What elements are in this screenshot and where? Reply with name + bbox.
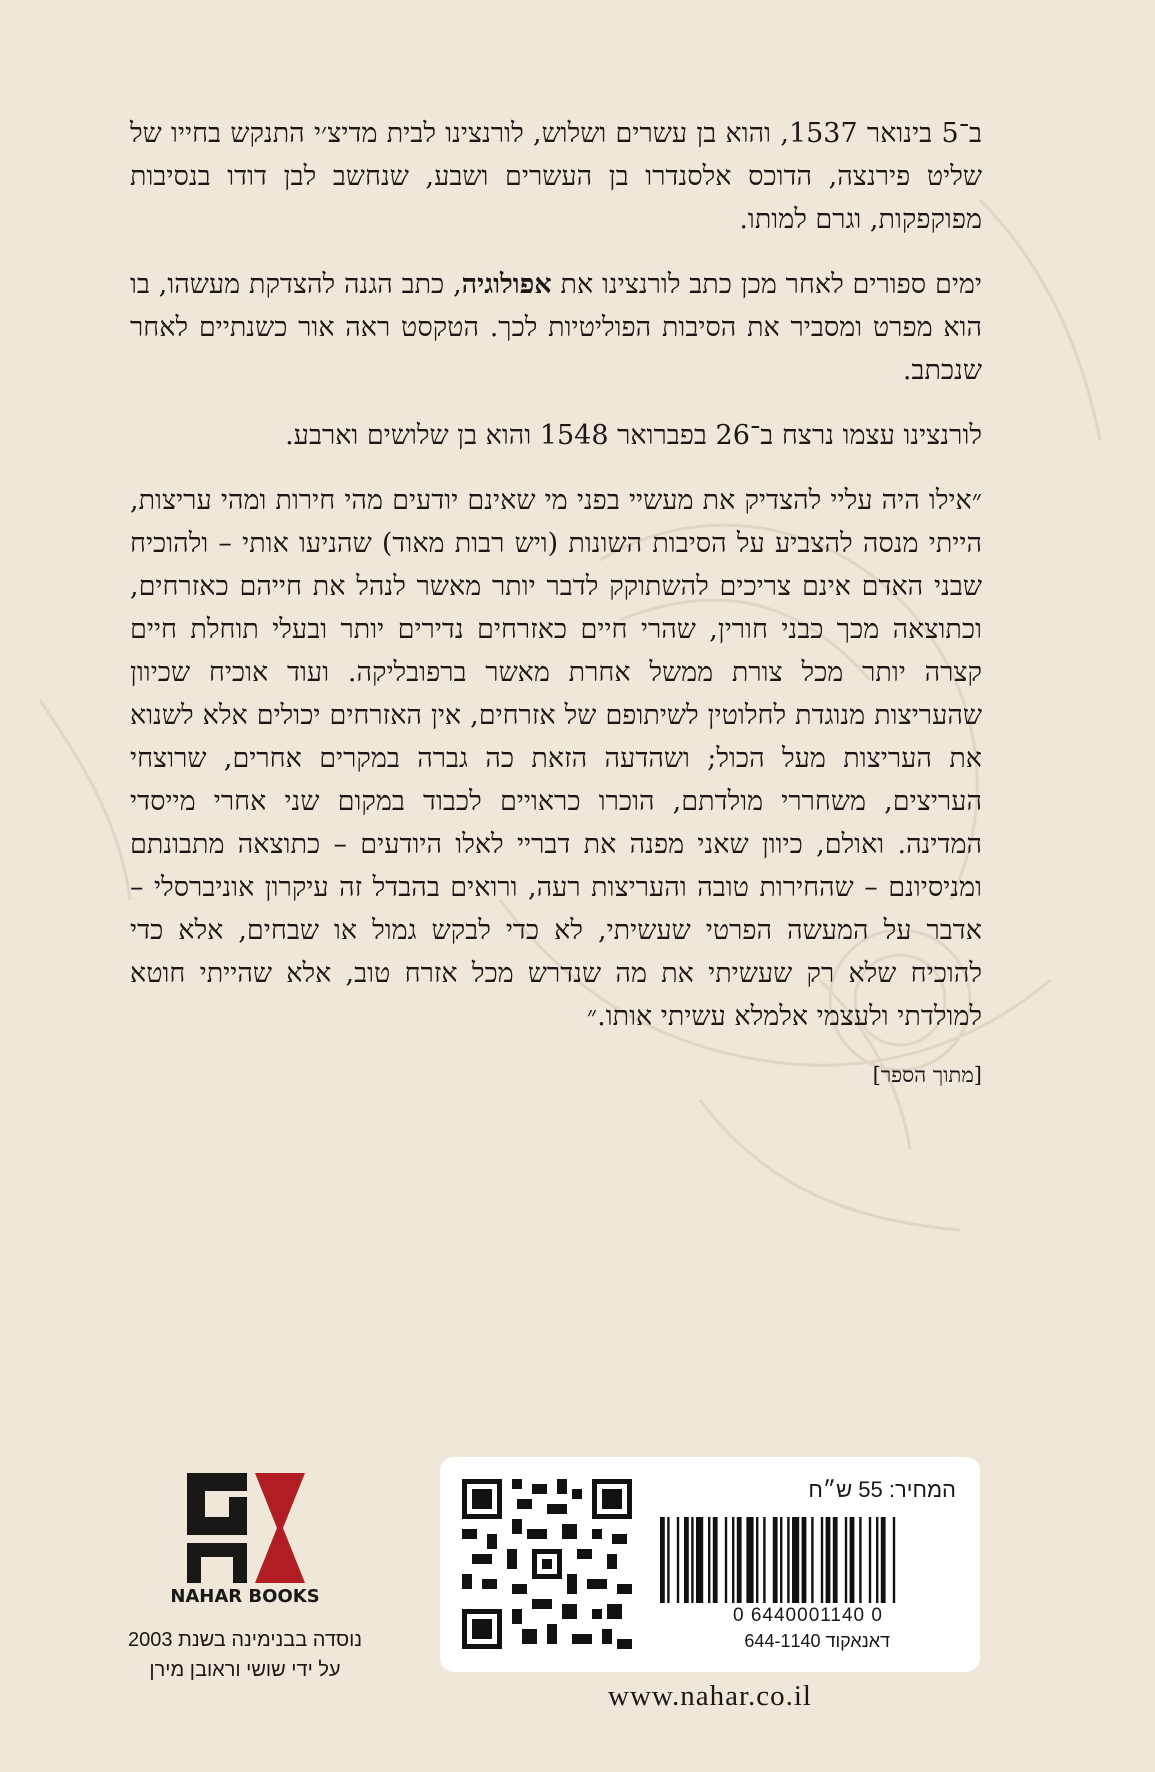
back-cover-text bbox=[130, 112, 982, 1119]
barcode-bar bbox=[691, 1517, 693, 1603]
barcode-bar bbox=[881, 1517, 886, 1603]
qr-code-icon bbox=[462, 1479, 632, 1649]
barcode-bar bbox=[737, 1517, 742, 1603]
barcode-bar bbox=[876, 1517, 878, 1603]
barcode-bar bbox=[773, 1517, 778, 1603]
book-title: אפולוגיה bbox=[461, 269, 552, 300]
barcode-bar bbox=[869, 1517, 871, 1603]
barcode-bar bbox=[684, 1517, 689, 1603]
barcode-bar bbox=[763, 1517, 765, 1603]
barcode-bar bbox=[732, 1517, 734, 1603]
barcode-bar bbox=[787, 1517, 789, 1603]
nahar-logo-icon bbox=[175, 1473, 315, 1583]
barcode-bar bbox=[893, 1517, 895, 1603]
intro-paragraph-3: לורנצינו עצמו נרצח ב־26 בפברואר 1548 והוא בן שלושים וארבע. bbox=[285, 420, 982, 451]
barcode-bar bbox=[792, 1517, 799, 1603]
publisher-website: www.nahar.co.il bbox=[608, 1680, 812, 1712]
barcode-bar bbox=[821, 1517, 823, 1603]
barcode-number: 0 6440001140 0 bbox=[733, 1605, 883, 1626]
barcode-bar bbox=[833, 1517, 838, 1603]
publisher-name: NAHAR BOOKS bbox=[170, 1586, 320, 1607]
catalog-number: דאנאקוד 644-1140 bbox=[744, 1631, 890, 1651]
barcode-bar bbox=[667, 1517, 669, 1603]
intro-paragraph-2: ימים ספורים לאחר מכן כתב לורנצינו את אפולוגיה, כתב הגנה להצדקת מעשהו, בו הוא מפרט ומסביר את הסיבות הפוליטיות לכך. הטקסט ראה אור כשנתיים לאחר שנכתב. bbox=[130, 269, 982, 386]
barcode-bar bbox=[845, 1517, 847, 1603]
barcode-bar bbox=[756, 1517, 758, 1603]
barcode-bar bbox=[725, 1517, 727, 1603]
barcode-icon bbox=[660, 1517, 956, 1603]
barcode-bar bbox=[713, 1517, 718, 1603]
barcode-bar bbox=[660, 1517, 665, 1603]
barcode-bar bbox=[802, 1517, 807, 1603]
barcode-bar bbox=[780, 1517, 782, 1603]
barcode-bar bbox=[859, 1517, 861, 1603]
barcode-bar bbox=[826, 1517, 831, 1603]
intro-paragraph-1: ב־5 בינואר 1537, והוא בן עשרים ושלוש, לורנצינו לבית מדיצ׳י התנקש בחייו של שליט פירנצה, הדוכס אלסנדרו בן העשרים ושבע, שנחשב לבן דודו בנסיבות מפוקפקות, וגרם למותו. bbox=[130, 118, 982, 235]
barcode-bar bbox=[677, 1517, 679, 1603]
barcode-bar bbox=[850, 1517, 855, 1603]
barcode-bar bbox=[696, 1517, 703, 1603]
publisher-founded: נוסדה בבנימינה בשנת 2003 על ידי שושי וראובן מירן bbox=[127, 1629, 363, 1681]
price-label: המחיר: 55 ש״ח bbox=[808, 1477, 956, 1502]
barcode-bar bbox=[746, 1517, 753, 1603]
quote-source: [מתוך הספר] bbox=[872, 1063, 982, 1087]
barcode-card bbox=[440, 1457, 980, 1672]
barcode-bar bbox=[708, 1517, 710, 1603]
barcode-bar bbox=[811, 1517, 813, 1603]
book-quote: ״אילו היה עליי להצדיק את מעשיי בפני מי שאינם יודעים מהי חירות ומהי עריצות, הייתי מנסה להצביע על הסיבות השונות (ויש רבות מאוד) שהניעו אותי – ולהוכיח שבני האדם אינם צריכים להשתוקק לדבר יותר מאשר לנהל את חייהם כאזרחים, וכתוצאה מכך כבני חורין, שהרי חיים כאזרחים נדירים יותר ובעלי תוחלת חיים קצרה יותר מכל צורת ממשל אחרת מאשר ברפובליקה. ועוד אוכיח שכיוון שהעריצות מנוגדת לחלוטין לשיתופם של אזרחים, אין האזרחים יכולים אלא לשנוא את העריצות מעל הכול; ושהדעה הזאת כה גברה במקרים אחרים, שרוצחי העריצים, משחררי מולדתם, הוכרו כראויים לכבוד במקום שני אחרי מייסדי המדינה. ואולם, כיוון שאני מפנה את דבריי לאלו היודעים – כתוצאה מתבונתם ומניסיונם – שהחירות טובה והעריצות רעה, ורואים בהבדל זה עיקרון אוניברסלי – אדבר על המעשה הפרטי שעשיתי, לא כדי לבקש גמול או שבחים, אלא כדי להוכיח שלא רק שעשיתי את מה שנדרש מכל אזרח טוב, אלא שהייתי חוטא למולדתי ולעצמי אלמלא עשיתי אותו.״ bbox=[130, 485, 982, 1032]
